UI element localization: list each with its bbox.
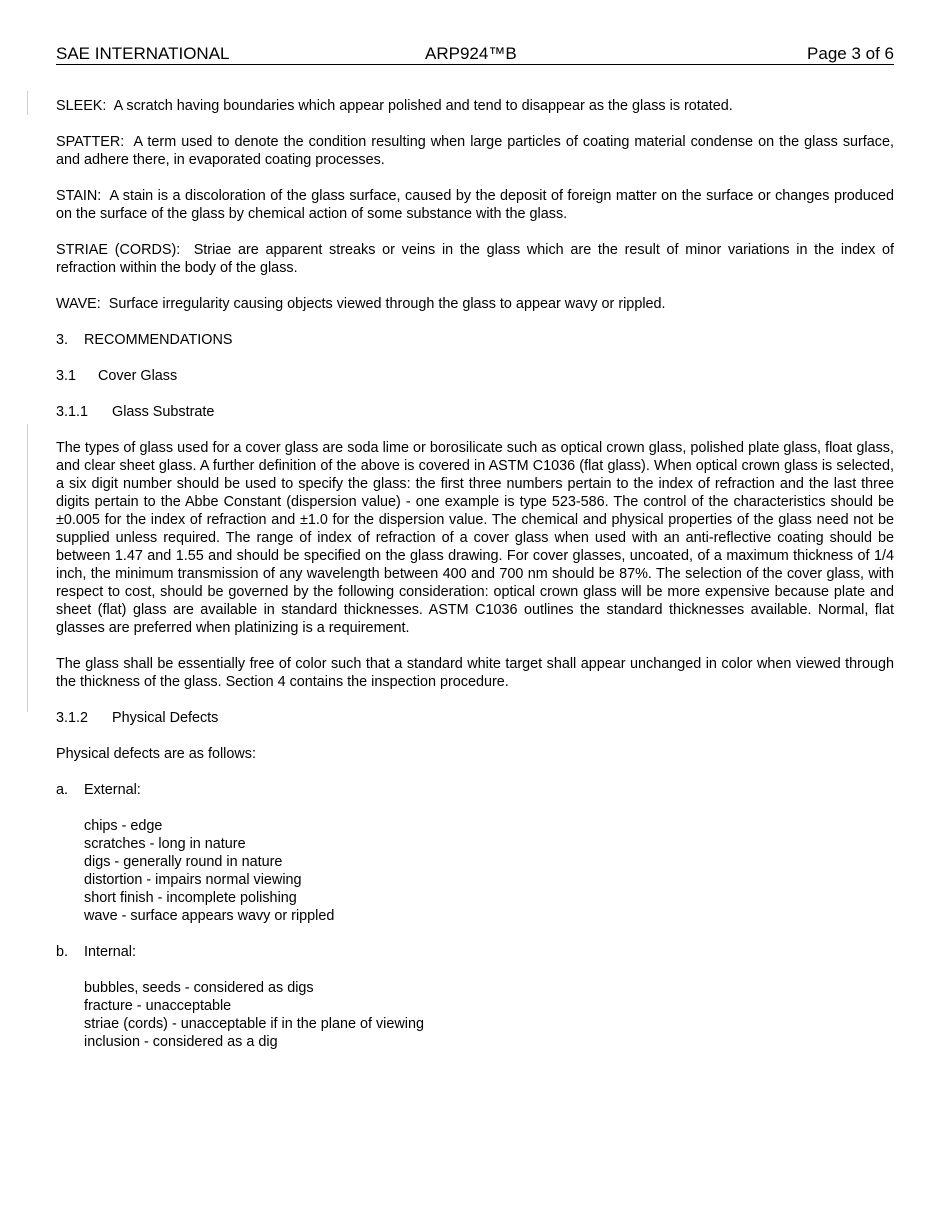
list-item: distortion - impairs normal viewing [84, 872, 302, 888]
definition-term: SLEEK: [56, 98, 107, 114]
internal-defects-list [84, 979, 894, 1051]
revision-change-bar [27, 91, 28, 115]
external-defects-list [84, 817, 894, 925]
definition-term: SPATTER: [56, 134, 125, 150]
section-number: 3.1.1 [56, 404, 89, 420]
definition-text: A term used to denote the condition resulting when large particles of coating material condense on the glass surface, and adhere there, in evaporated coating processes. [56, 134, 895, 168]
definition-term: STRIAE (CORDS): [56, 242, 181, 258]
document-body [56, 97, 894, 1051]
physical-defects-intro: Physical defects are as follows: [56, 746, 256, 762]
list-item: wave - surface appears wavy or rippled [84, 908, 335, 924]
section-heading-3-1-2 [56, 709, 894, 727]
definition-spatter [56, 133, 894, 169]
list-item: short finish - incomplete polishing [84, 890, 297, 906]
definition-text: A stain is a discoloration of the glass surface, caused by the deposit of foreign matter on the surface or changes produced on the surface of the glass by chemical action of some substance with the glass. [56, 188, 894, 222]
section-number: 3.1 [56, 368, 77, 384]
section-title: RECOMMENDATIONS [84, 332, 233, 348]
section-heading-3-1-1 [56, 403, 894, 421]
definition-text: A scratch having boundaries which appear polished and tend to disappear as the glass is rotated. [113, 98, 733, 114]
glass-substrate-paragraph: The types of glass used for a cover glass are soda lime or borosilicate such as optical crown glass, polished plate glass, float glass, and clear sheet glass. A further definition of the above is covered in ASTM C1036 (flat glass). When optical crown glass is selected, a six digit number should be used to specify the glass: the first three numbers pertain to the index of refraction and the last three digits pertain to the Abbe Constant (dispersion value) - one example is type 523-586. The control of the characteristics should be ±0.005 for the index of refraction and ±1.0 for the dispersion value. The chemical and physical properties of the glass need not be supplied unless required. The range of index of refraction of a cover glass when used with an anti-reflective coating should be between 1.47 and 1.55 and should be specified on the glass drawing. For cover glasses, uncoated, of a maximum thickness of 1/4 inch, the minimum transmission of any wavelength between 400 and 700 nm should be 87%. The selection of the cover glass, with respect to cost, should be governed by the following consideration: optical crown glass will be more expensive because plate and sheet (flat) glass are available in standard thicknesses. ASTM C1036 outlines the standard thicknesses available. Normal, flat glasses are preferred when platinizing is a requirement. [56, 440, 894, 636]
definition-text: Surface irregularity causing objects viewed through the glass to appear wavy or rippled. [108, 296, 666, 312]
list-label-text: External: [84, 782, 141, 798]
section-title: Cover Glass [98, 368, 178, 384]
list-item: bubbles, seeds - considered as digs [84, 980, 314, 996]
list-marker: a. [56, 782, 69, 798]
section-number: 3.1.2 [56, 710, 89, 726]
list-item: striae (cords) - unacceptable if in the plane of viewing [84, 1016, 424, 1032]
definition-stain [56, 187, 894, 223]
revision-change-bar [27, 424, 28, 712]
list-label-text: Internal: [84, 944, 136, 960]
definition-text: Striae are apparent streaks or veins in the glass which are the result of minor variations in the index of refraction within the body of the glass. [56, 242, 894, 276]
definition-wave [56, 295, 894, 313]
list-item: digs - generally round in nature [84, 854, 283, 870]
page-header [56, 44, 894, 65]
definition-term: STAIN: [56, 188, 102, 204]
header-page-number: Page 3 of 6 [807, 44, 894, 63]
section-title: Physical Defects [112, 710, 219, 726]
section-title: Glass Substrate [112, 404, 215, 420]
definition-sleek [56, 97, 894, 115]
internal-defects-label [56, 943, 894, 961]
definition-striae [56, 241, 894, 277]
list-item: chips - edge [84, 818, 163, 834]
definition-term: WAVE: [56, 296, 101, 312]
external-defects-label [56, 781, 894, 799]
list-marker: b. [56, 944, 69, 960]
header-document-id: ARP924™B [425, 44, 517, 63]
section-number: 3. [56, 332, 69, 348]
section-heading-3-1 [56, 367, 894, 385]
header-organization: SAE INTERNATIONAL [56, 44, 230, 63]
glass-color-paragraph: The glass shall be essentially free of color such that a standard white target shall appear unchanged in color when viewed through the thickness of the glass. Section 4 contains the inspection procedure. [56, 656, 894, 690]
section-heading-3 [56, 331, 894, 349]
list-item: fracture - unacceptable [84, 998, 232, 1014]
list-item: scratches - long in nature [84, 836, 246, 852]
list-item: inclusion - considered as a dig [84, 1034, 278, 1050]
